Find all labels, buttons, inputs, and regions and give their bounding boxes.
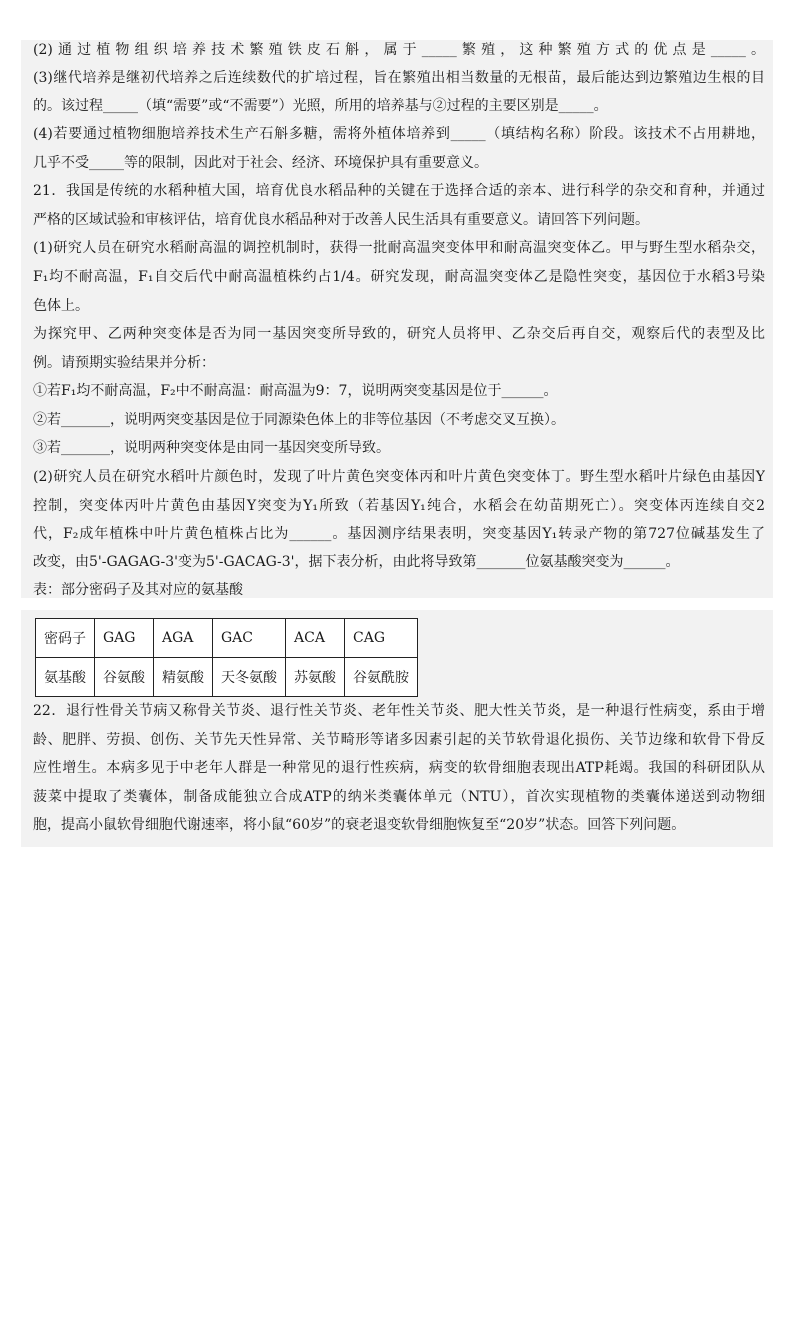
q21-result2: ②若_______，说明两突变基因是位于同源染色体上的非等位基因（不考虑交叉互换）。 [33,412,565,428]
q22-line2: 龄、肥胖、劳损、创伤、关节先天性异常、关节畸形等诸多因素引起的关节软骨退化损伤、关节边缘和软骨下骨反 [33,732,765,748]
q21-part1-line2: F₁均不耐高温，F₁自交后代中耐高温植株约占1/4。研究发现，耐高温突变体乙是隐性突变，基因位于水稻3号染 [33,269,765,285]
codon-cell: CAG [345,619,418,658]
amino-acid-row [36,658,418,697]
question-block-upper [21,40,773,598]
q22-line1: 22．退行性骨关节病又称骨关节炎、退行性关节炎、老年性关节炎、肥大性关节炎，是一种退行性病变，系由于增 [33,703,765,719]
amino-acid-cell: 天冬氨酸 [213,658,286,697]
q21-result1: ①若F₁均不耐高温，F₂中不耐高温：耐高温为9：7，说明两突变基因是位于______。 [33,383,558,399]
q20-part4-line2: 几乎不受_____等的限制，因此对于社会、经济、环境保护具有重要意义。 [33,155,488,171]
codon-header-cell: 密码子 [36,619,95,658]
q21-intro-line1: 21．我国是传统的水稻种植大国，培育优良水稻品种的关键在于选择合适的亲本、进行科学的杂交和育种，并通过 [33,183,765,199]
codon-cell: ACA [286,619,345,658]
codon-cell: GAC [213,619,286,658]
codon-cell: GAG [95,619,154,658]
q21-part2-line3: 代，F₂成年植株中叶片黄色植株占比为______。基因测序结果表明，突变基因Y₁转录产物的第727位碱基发生了 [33,526,765,542]
codon-cell: AGA [154,619,213,658]
q20-part4-line1: (4)若要通过植物细胞培养技术生产石斛多糖，需将外植体培养到_____（填结构名称）阶段。该技术不占用耕地， [33,126,765,142]
q20-part3-line2: 的。该过程_____（填“需要”或“不需要”）光照，所用的培养基与②过程的主要区别是_____。 [33,98,608,114]
question-block-lower [21,610,773,847]
amino-acid-cell: 苏氨酸 [286,658,345,697]
q21-part1-line3: 色体上。 [33,298,89,314]
q22-line3: 应性增生。本病多见于中老年人群是一种常见的退行性疾病，病变的软骨细胞表现出ATP耗竭。我国的科研团队从 [33,760,765,776]
codon-table [35,618,418,697]
q20-part3-line1: (3)继代培养是继初代培养之后连续数代的扩培过程，旨在繁殖出相当数量的无根苗，最后能达到边繁殖边生根的目 [33,70,765,86]
q21-result3: ③若_______，说明两种突变体是由同一基因突变所导致。 [33,440,390,456]
amino-acid-header-cell: 氨基酸 [36,658,95,697]
amino-acid-cell: 精氨酸 [154,658,213,697]
table-caption: 表：部分密码子及其对应的氨基酸 [33,582,243,598]
q21-part2-line1: (2)研究人员在研究水稻叶片颜色时，发现了叶片黄色突变体丙和叶片黄色突变体丁。野生型水稻叶片绿色由基因Y [33,469,765,485]
q21-intro-line2: 严格的区域试验和审核评估，培育优良水稻品种对于改善人民生活具有重要意义。请回答下列问题。 [33,212,649,228]
amino-acid-cell: 谷氨酰胺 [345,658,418,697]
codon-row [36,619,418,658]
q21-part2-line4: 改变，由5'-GAGAG-3'变为5'-GACAG-3'，据下表分析，由此将导致第_______位氨基酸突变为______。 [33,554,680,570]
q22-line5: 胞，提高小鼠软骨细胞代谢速率，将小鼠“60岁”的衰老退变软骨细胞恢复至“20岁”状态。回答下列问题。 [33,817,686,833]
q21-part2-line2: 控制，突变体丙叶片黄色由基因Y突变为Y₁所致（若基因Y₁纯合，水稻会在幼苗期死亡）。突变体丙连续自交2 [33,498,765,514]
q22-line4: 菠菜中提取了类囊体，制备成能独立合成ATP的纳米类囊体单元（NTU），首次实现植物的类囊体递送到动物细 [33,789,765,805]
q21-part1-line4: 为探究甲、乙两种突变体是否为同一基因突变所导致的，研究人员将甲、乙杂交后再自交，观察后代的表型及比 [33,326,765,342]
q21-part1-line5: 例。请预期实验结果并分析： [33,355,215,371]
q21-part1-line1: (1)研究人员在研究水稻耐高温的调控机制时，获得一批耐高温突变体甲和耐高温突变体乙。甲与野生型水稻杂交， [33,240,765,256]
amino-acid-cell: 谷氨酸 [95,658,154,697]
q20-part2: (2)通过植物组织培养技术繁殖铁皮石斛，属于_____繁殖，这种繁殖方式的优点是_____。 [33,42,765,58]
